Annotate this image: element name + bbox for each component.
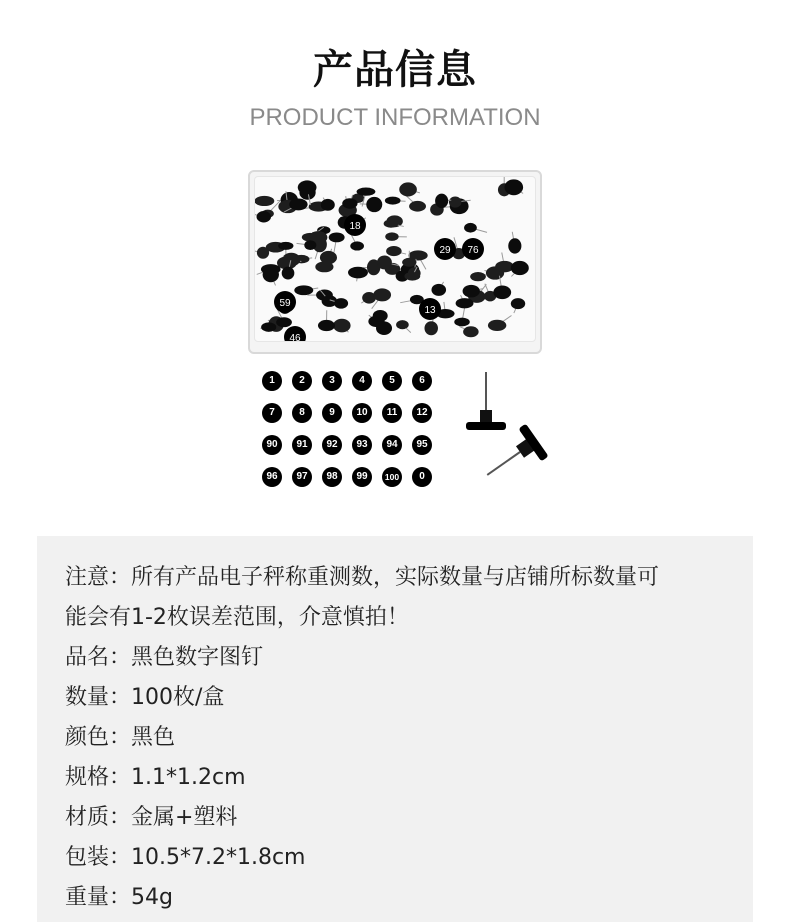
number-label-1: 1 bbox=[262, 371, 282, 391]
number-label-92: 92 bbox=[322, 435, 342, 455]
pushpin bbox=[400, 295, 424, 304]
pushpin bbox=[464, 223, 487, 233]
number-label-2: 2 bbox=[292, 371, 312, 391]
pushpin bbox=[255, 211, 271, 222]
number-label-90: 90 bbox=[262, 435, 282, 455]
pushpin-side-view bbox=[460, 370, 560, 494]
number-label-94: 94 bbox=[382, 435, 402, 455]
number-label-5: 5 bbox=[382, 371, 402, 391]
notice-line-1: 注意：所有产品电子秤称重测数，实际数量与店铺所标数量可 bbox=[65, 565, 660, 590]
number-label-4: 4 bbox=[352, 371, 372, 391]
box-pin-number: 46 bbox=[289, 333, 301, 341]
number-label-6: 6 bbox=[412, 371, 432, 391]
pushpin bbox=[454, 306, 470, 327]
number-label-98: 98 bbox=[322, 467, 342, 487]
number-label-95: 95 bbox=[412, 435, 432, 455]
number-label-11: 11 bbox=[382, 403, 402, 423]
product-packaging: 包装：10.5*7.2*1.8cm bbox=[65, 845, 306, 870]
number-label-91: 91 bbox=[292, 435, 312, 455]
page-title: 产品信息 bbox=[313, 47, 477, 93]
box-pin-number: 76 bbox=[467, 245, 479, 256]
number-label-3: 3 bbox=[322, 371, 342, 391]
pushpin bbox=[297, 240, 317, 250]
pushpin bbox=[386, 246, 406, 256]
pin-box-image bbox=[248, 170, 542, 354]
pushpin bbox=[508, 232, 521, 254]
pushpin bbox=[257, 264, 281, 274]
pin-box-tray bbox=[254, 176, 536, 342]
product-name: 品名：黑色数字图钉 bbox=[65, 645, 264, 670]
pushpin bbox=[504, 179, 523, 195]
product-material: 材质：金属+塑料 bbox=[65, 805, 238, 830]
product-info-panel bbox=[37, 536, 753, 922]
box-pin-number: 18 bbox=[349, 221, 361, 232]
pushpin bbox=[405, 194, 426, 211]
number-label-9: 9 bbox=[322, 403, 342, 423]
number-label-96: 96 bbox=[262, 467, 282, 487]
number-label-10: 10 bbox=[352, 403, 372, 423]
pushpin bbox=[255, 247, 269, 259]
pushpin bbox=[333, 319, 350, 333]
pushpin bbox=[511, 261, 529, 277]
pushpin bbox=[255, 196, 274, 206]
pushpin bbox=[396, 320, 411, 332]
pushpin bbox=[321, 198, 335, 211]
pushpin-upright-icon bbox=[466, 372, 506, 430]
product-size: 规格：1.1*1.2cm bbox=[65, 765, 246, 790]
pushpin bbox=[318, 310, 335, 331]
pushpin bbox=[260, 322, 276, 331]
pushpin bbox=[431, 282, 446, 296]
pushpin bbox=[294, 285, 318, 295]
box-pin-number: 59 bbox=[279, 298, 291, 309]
notice-line-2: 能会有1-2枚误差范围，介意慎拍！ bbox=[65, 605, 409, 630]
page-subtitle: PRODUCT INFORMATION bbox=[249, 104, 541, 131]
number-label-100: 100 bbox=[382, 467, 402, 487]
product-quantity: 数量：100枚/盒 bbox=[65, 685, 225, 710]
pushpin-tilted-icon bbox=[476, 424, 549, 490]
box-pin-number: 13 bbox=[424, 305, 436, 316]
pushpin bbox=[435, 194, 451, 209]
number-label-99: 99 bbox=[352, 467, 372, 487]
number-label-0: 0 bbox=[412, 467, 432, 487]
pushpin bbox=[399, 182, 420, 196]
number-label-7: 7 bbox=[262, 403, 282, 423]
number-label-12: 12 bbox=[412, 403, 432, 423]
number-label-97: 97 bbox=[292, 467, 312, 487]
pushpin bbox=[385, 232, 407, 241]
pushpin bbox=[470, 272, 486, 281]
product-color: 颜色：黑色 bbox=[65, 725, 176, 750]
pushpins-pile bbox=[255, 177, 535, 341]
number-label-8: 8 bbox=[292, 403, 312, 423]
product-weight: 重量：54g bbox=[65, 885, 173, 910]
pushpin bbox=[348, 267, 368, 282]
pushpin bbox=[511, 298, 525, 313]
number-label-93: 93 bbox=[352, 435, 372, 455]
pushpin bbox=[385, 197, 406, 205]
box-pin-number: 29 bbox=[439, 245, 451, 256]
pushpin bbox=[488, 315, 512, 331]
pushpin bbox=[459, 326, 478, 337]
